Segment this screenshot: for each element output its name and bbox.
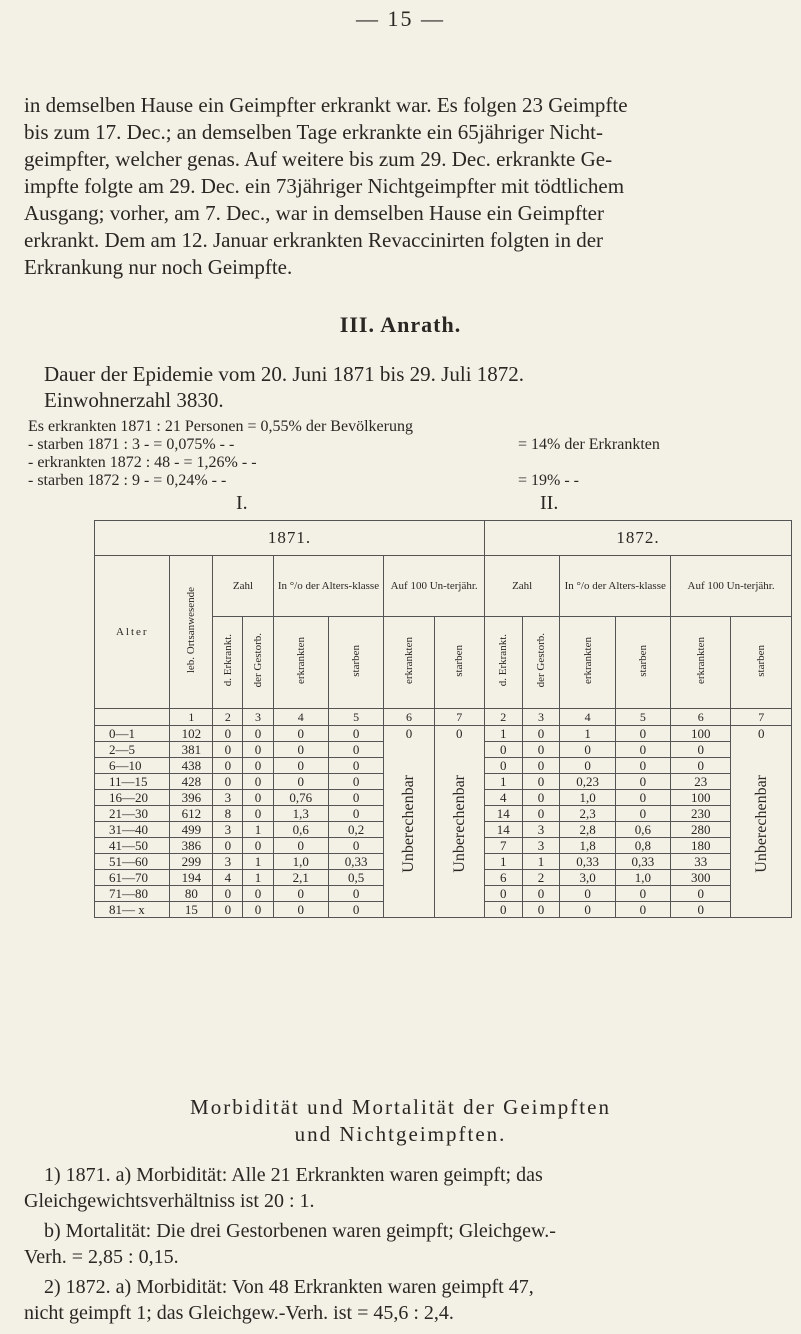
death-count-header [522, 617, 560, 709]
table-cell: 0 [522, 886, 560, 902]
table-cell: 1,8 [560, 838, 615, 854]
column-number: 4 [560, 709, 615, 726]
death-label: starben [453, 644, 466, 677]
age-cell: 21—30 [95, 806, 170, 822]
table-cell: 0 [671, 742, 731, 758]
subheading-line: Morbidität und Mortalität der Geimpften [190, 1095, 611, 1119]
table-cell: 1 [484, 854, 522, 870]
column-number: 4 [273, 709, 328, 726]
age-cell: 11—15 [95, 774, 170, 790]
table-cell: 299 [170, 854, 213, 870]
table-cell: 0 [213, 742, 243, 758]
table-cell: 0 [615, 902, 670, 918]
table-cell: 0 [671, 886, 731, 902]
table-cell: 14 [484, 806, 522, 822]
table-cell: 0 [243, 774, 273, 790]
body-line: nicht geimpft 1; das Gleichgew.-Verh. ist = 45,6 : 2,4. [24, 1302, 454, 1324]
table-cell: 1 [243, 822, 273, 838]
table-row [95, 726, 792, 742]
age-cell: 81— x [95, 902, 170, 918]
stat-line [28, 472, 226, 490]
population: Einwohnerzahl 3830. [44, 388, 224, 412]
table-cell: 1 [560, 726, 615, 742]
table-cell: 0 [522, 902, 560, 918]
table-cell: 0 [522, 790, 560, 806]
table-cell: 0 [243, 838, 273, 854]
table-cell: 0,33 [328, 854, 383, 870]
sick-count-label: d. Erkrankt. [497, 634, 510, 687]
column-number: 1 [170, 709, 213, 726]
table-cell: 0 [213, 758, 243, 774]
text-line: in demselben Hause ein Geimpfter erkrankt war. Es folgen 23 Geimpfte [24, 93, 628, 117]
column-number: 7 [434, 709, 484, 726]
table-cell: 0 [243, 902, 273, 918]
section-title: III. Anrath. [339, 312, 462, 337]
table-cell: 0 [615, 806, 670, 822]
table-cell: 7 [484, 838, 522, 854]
column-number [95, 709, 170, 726]
table-cell: 2,3 [560, 806, 615, 822]
table-cell: 1 [522, 854, 560, 870]
body-line: 1) 1871. a) Morbidität: Alle 21 Erkrankten waren geimpft; das [44, 1164, 543, 1186]
table-cell: 0 [615, 774, 670, 790]
column-number: 3 [243, 709, 273, 726]
table-cell: 3 [522, 822, 560, 838]
subheading-line: und Nichtgeimpften. [294, 1122, 507, 1146]
table-cell: 0 [615, 790, 670, 806]
table-cell: 2 [522, 870, 560, 886]
table-cell: 0 [328, 790, 383, 806]
table-cell: 0,6 [273, 822, 328, 838]
age-cell: 6—10 [95, 758, 170, 774]
table-cell-value: 0 [456, 726, 463, 741]
statistics-table [94, 520, 792, 918]
age-cell: 31—40 [95, 822, 170, 838]
column-number: 2 [484, 709, 522, 726]
sick-percent-header [560, 617, 615, 709]
table-cell: 0 [615, 742, 670, 758]
population-header [170, 556, 213, 709]
table-cell: 0 [328, 886, 383, 902]
table-cell: 0 [328, 838, 383, 854]
table-cell: 0 [273, 902, 328, 918]
sick-count-label: d. Erkrankt. [221, 634, 234, 687]
table-cell: 0 [328, 774, 383, 790]
text-line: erkrankt. Dem am 12. Januar erkrankten Revaccinirten folgten in der [24, 228, 604, 252]
column-number: 7 [731, 709, 792, 726]
table-cell: 2,8 [560, 822, 615, 838]
age-cell: 0—1 [95, 726, 170, 742]
table-cell: 180 [671, 838, 731, 854]
stat-text: - starben 1872 : 9 - = 0,24% - - [28, 472, 227, 489]
table-cell: 3,0 [560, 870, 615, 886]
table-cell: 8 [213, 806, 243, 822]
death-count-header [243, 617, 273, 709]
table-cell: 0 [615, 758, 670, 774]
death-label: starben [755, 644, 768, 677]
table-cell: 0 [615, 726, 670, 742]
table-cell: 0 [243, 886, 273, 902]
age-cell: 51—60 [95, 854, 170, 870]
table-cell: 0 [273, 726, 328, 742]
table-cell: 386 [170, 838, 213, 854]
column-number: 3 [522, 709, 560, 726]
table-cell: 1,0 [615, 870, 670, 886]
table-cell: 0 [243, 758, 273, 774]
death-percent-header [615, 617, 670, 709]
table-cell: 3 [213, 790, 243, 806]
body-line: 2) 1872. a) Morbidität: Von 48 Erkrankten waren geimpft 47, [44, 1276, 534, 1298]
table-cell: 2,1 [273, 870, 328, 886]
table-cell: 0 [522, 742, 560, 758]
table-cell: 3 [213, 854, 243, 870]
count-header: Zahl [213, 556, 273, 617]
table-cell: 499 [170, 822, 213, 838]
sick-label: erkrankten [294, 636, 307, 685]
age-cell: 2—5 [95, 742, 170, 758]
sick-label: erkrankten [694, 636, 707, 685]
age-cell: 61—70 [95, 870, 170, 886]
column-number: 5 [615, 709, 670, 726]
table-cell: 0 [522, 774, 560, 790]
table-cell: 6 [484, 870, 522, 886]
column-group-label-i: I. [236, 492, 248, 514]
table-cell: 0 [560, 758, 615, 774]
table-cell: 0,2 [328, 822, 383, 838]
column-number: 6 [671, 709, 731, 726]
table-cell: 0,8 [615, 838, 670, 854]
table-cell: 194 [170, 870, 213, 886]
text-line: geimpfter, welcher genas. Auf weitere bis zum 29. Dec. erkrankte Ge- [24, 147, 613, 171]
stat-line [28, 454, 257, 472]
table-cell: 0 [328, 758, 383, 774]
unberechenbar-cell [731, 726, 792, 918]
column-number: 6 [384, 709, 434, 726]
death-label: starben [350, 644, 363, 677]
table-cell: 0,33 [560, 854, 615, 870]
table-cell-value: 0 [757, 726, 765, 741]
death-label: starben [636, 644, 649, 677]
table-cell: 1,3 [273, 806, 328, 822]
table-cell: 0 [560, 886, 615, 902]
table-cell: 0 [522, 726, 560, 742]
table-cell: 0 [273, 758, 328, 774]
body-line: b) Mortalität: Die drei Gestorbenen waren geimpft; Gleichgew.- [44, 1220, 556, 1242]
table-cell: 428 [170, 774, 213, 790]
table-cell: 3 [213, 822, 243, 838]
age-header: Alter [95, 556, 170, 709]
death-per100-header [731, 617, 792, 709]
unberechenbar-cell [434, 726, 484, 918]
stat-ratio: = 14% der Erkrankten [518, 436, 660, 453]
column-number-row [95, 709, 792, 726]
age-cell: 16—20 [95, 790, 170, 806]
table-cell: 0 [328, 806, 383, 822]
table-cell: 0 [671, 758, 731, 774]
table-cell: 14 [484, 822, 522, 838]
table-cell: 3 [522, 838, 560, 854]
sick-label: erkrankten [581, 636, 594, 685]
table-cell: 102 [170, 726, 213, 742]
text-line: Erkrankung nur noch Geimpfte. [24, 255, 293, 279]
per100-header: Auf 100 Un-terjähr. [671, 556, 792, 617]
sick-label: erkrankten [402, 636, 415, 685]
unberechenbar-label: Unberechenbar [400, 775, 418, 873]
sick-count-header [213, 617, 243, 709]
table-cell: 0 [243, 726, 273, 742]
text-line: Ausgang; vorher, am 7. Dec., war in demselben Hause ein Geimpfter [24, 201, 604, 225]
table-cell-value: 0 [405, 726, 413, 741]
table-cell: 612 [170, 806, 213, 822]
table-cell: 80 [170, 886, 213, 902]
table-cell: 4 [213, 870, 243, 886]
table-cell: 0 [484, 742, 522, 758]
table-cell: 0,76 [273, 790, 328, 806]
table-cell: 0 [522, 806, 560, 822]
population-header-label: leb. Ortsanwesende [185, 586, 198, 674]
stat-ratio: = 19% - - [518, 472, 580, 489]
stat-text: - erkrankten 1872 : 48 - = 1,26% - - [28, 454, 257, 471]
column-number: 2 [213, 709, 243, 726]
table-cell: 0 [484, 886, 522, 902]
year-1872-header: 1872. [484, 521, 791, 556]
table-cell: 1,0 [273, 854, 328, 870]
table-cell: 0 [273, 774, 328, 790]
column-group-label-ii: II. [540, 492, 559, 514]
table-cell: 23 [671, 774, 731, 790]
stat-line [28, 436, 234, 454]
unberechenbar-cell [384, 726, 434, 918]
body-line: Gleichgewichtsverhältniss ist 20 : 1. [24, 1190, 315, 1212]
page-number: — 15 — [356, 6, 445, 31]
death-percent-header [328, 617, 383, 709]
text-line: impfte folgte am 29. Dec. ein 73jähriger Nichtgeimpfter mit tödtlichem [24, 174, 625, 198]
table-cell: 0 [243, 806, 273, 822]
sick-percent-header [273, 617, 328, 709]
table-cell: 4 [484, 790, 522, 806]
unberechenbar-label: Unberechenbar [450, 775, 468, 873]
sick-per100-header [671, 617, 731, 709]
sick-per100-header [384, 617, 434, 709]
table-cell: 0 [560, 902, 615, 918]
table-cell: 0 [243, 790, 273, 806]
table-cell: 0,6 [615, 822, 670, 838]
table-cell: 0 [213, 774, 243, 790]
table-cell: 381 [170, 742, 213, 758]
table-cell: 0 [213, 726, 243, 742]
epidemic-duration: Dauer der Epidemie vom 20. Juni 1871 bis 29. Juli 1872. [44, 362, 525, 386]
unberechenbar-label: Unberechenbar [752, 775, 770, 873]
table-cell: 0 [615, 886, 670, 902]
table-cell: 230 [671, 806, 731, 822]
table-cell: 396 [170, 790, 213, 806]
table-cell: 0 [328, 726, 383, 742]
stat-text: - starben 1871 : 3 - = 0,075% - - [28, 436, 235, 453]
table-cell: 0 [243, 742, 273, 758]
subheading [0, 1094, 801, 1148]
body-line: Verh. = 2,85 : 0,15. [24, 1246, 179, 1268]
stat-line [28, 418, 413, 436]
table-cell: 0 [273, 742, 328, 758]
table-cell: 1 [484, 726, 522, 742]
column-number: 5 [328, 709, 383, 726]
table-cell: 280 [671, 822, 731, 838]
death-count-label: der Gestorb. [252, 633, 265, 688]
table-cell: 0,33 [615, 854, 670, 870]
table-cell: 0 [213, 902, 243, 918]
table-cell: 0 [328, 742, 383, 758]
table-cell: 0 [273, 838, 328, 854]
table-cell: 0 [273, 886, 328, 902]
table-cell: 15 [170, 902, 213, 918]
percent-header: In °/o der Alters-klasse [560, 556, 671, 617]
year-1871-header: 1871. [95, 521, 485, 556]
table-cell: 33 [671, 854, 731, 870]
table-cell: 300 [671, 870, 731, 886]
table-body [95, 726, 792, 918]
table-cell: 100 [671, 726, 731, 742]
table-cell: 0 [213, 886, 243, 902]
text-line: bis zum 17. Dec.; an demselben Tage erkrankte ein 65jähriger Nicht- [24, 120, 603, 144]
table-cell: 100 [671, 790, 731, 806]
table-cell: 1 [484, 774, 522, 790]
table-cell: 438 [170, 758, 213, 774]
table-cell: 1 [243, 854, 273, 870]
table-cell: 0 [560, 742, 615, 758]
table-cell: 0 [671, 902, 731, 918]
death-per100-header [434, 617, 484, 709]
table-cell: 1 [243, 870, 273, 886]
table-cell: 0 [213, 838, 243, 854]
death-count-label: der Gestorb. [535, 633, 548, 688]
per100-header: Auf 100 Un-terjähr. [384, 556, 485, 617]
table-cell: 1,0 [560, 790, 615, 806]
table-cell: 0 [484, 758, 522, 774]
age-cell: 41—50 [95, 838, 170, 854]
table-cell: 0,23 [560, 774, 615, 790]
age-cell: 71—80 [95, 886, 170, 902]
table-cell: 0,5 [328, 870, 383, 886]
count-header: Zahl [484, 556, 559, 617]
sick-count-header [484, 617, 522, 709]
percent-header: In °/o der Alters-klasse [273, 556, 384, 617]
table-cell: 0 [484, 902, 522, 918]
table-cell: 0 [522, 758, 560, 774]
table-cell: 0 [328, 902, 383, 918]
stat-text: Es erkrankten 1871 : 21 Personen = 0,55% der Bevölkerung [28, 418, 413, 435]
intro-paragraph [24, 92, 774, 281]
